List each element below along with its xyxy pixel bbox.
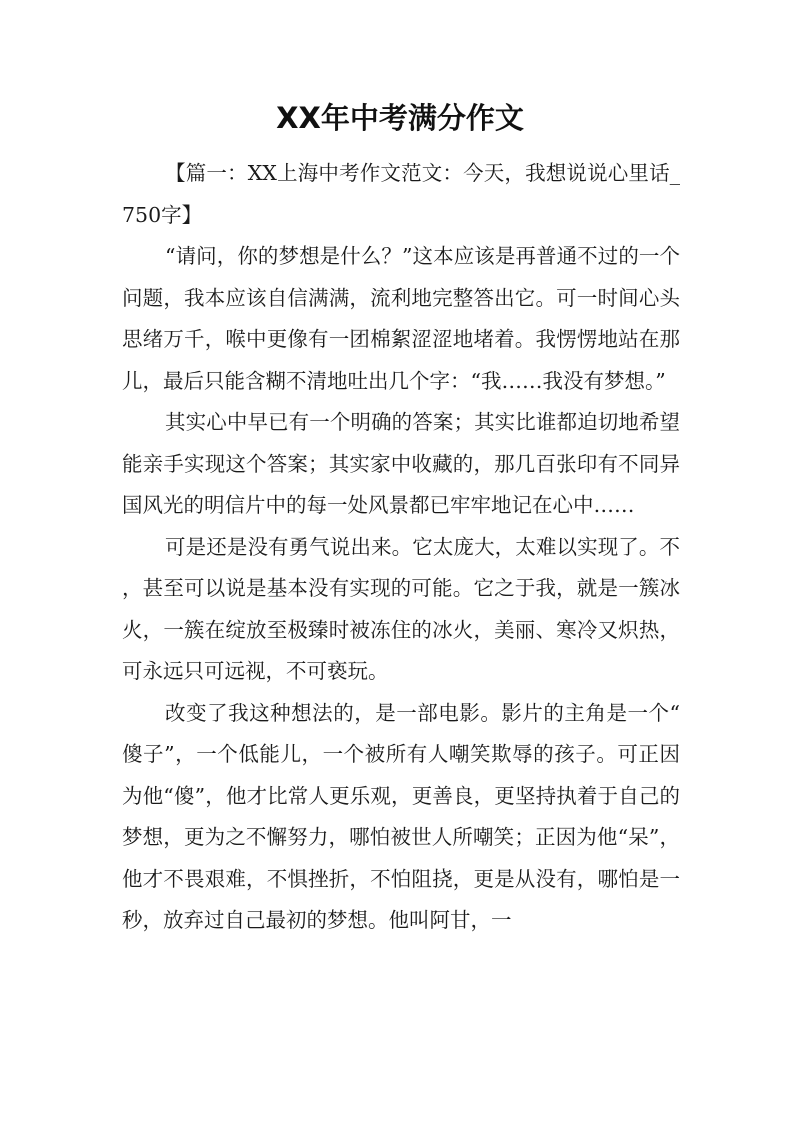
paragraph: 其实心中早已有一个明确的答案；其实比谁都迫切地希望能亲手实现这个答案；其实家中收藏的，那几百张印有不同异国风光的明信片中的每一处风景都已牢牢地记在心中…… — [122, 410, 680, 517]
paragraph-heading: 【篇一：XX上海中考作文范文：今天，我想说说心里话_750字】 — [122, 161, 680, 227]
document-title: XX年中考满分作文 — [276, 101, 524, 135]
paragraph: “请问，你的梦想是什么？”这本应该是再普通不过的一个问题，我本应该自信满满，流利地完整答出它。可一时间心头思绪万千，喉中更像有一团棉絮涩涩地堵着。我愣愣地站在那儿，最后只能含糊不清地吐出几个字：“我……我没有梦想。” — [122, 244, 680, 393]
paragraph: 改变了我这种想法的，是一部电影。影片的主角是一个“傻子”，一个低能儿，一个被所有人嘲笑欺辱的孩子。可正因为他“傻”，他才比常人更乐观，更善良，更坚持执着于自己的梦想，更为之不懈努力，哪怕被世人所嘲笑；正因为他“呆”，他才不畏艰难，不惧挫折，不怕阻挠，更是从没有，哪怕是一秒，放弃过自己最初的梦想。他叫阿甘，一 — [122, 700, 680, 932]
paragraph: 可是还是没有勇气说出来。它太庞大，太难以实现了。不，甚至可以说是基本没有实现的可能。它之于我，就是一簇冰火，一簇在绽放至极臻时被冻住的冰火，美丽、寒冷又炽热，可永远只可远视，不可亵玩。 — [122, 534, 680, 683]
document-body — [122, 153, 680, 942]
